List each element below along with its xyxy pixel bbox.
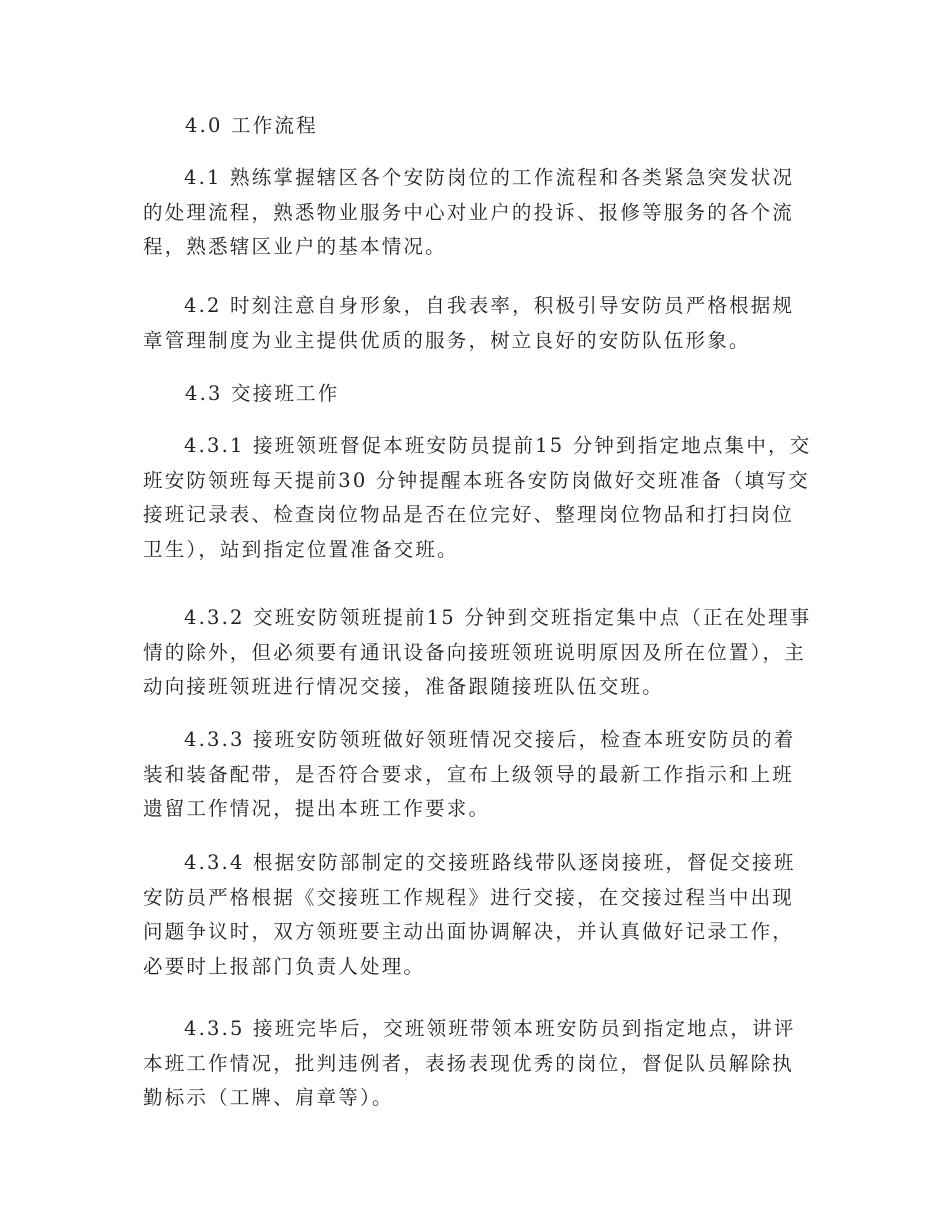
section-heading-4-0: 4.0 工作流程: [185, 114, 318, 137]
paragraph-4-3-4: 4.3.4 根据安防部制定的交接班路线带队逐岗接班，督促交接班安防员严格根据《交接班工作规程》进行交接，在交接过程当中出现问题争议时，双方领班要主动出面协调解决，并认真做好记录工作，必要时上报部门负责人处理。: [143, 851, 796, 979]
paragraph-4-3-1: 4.3.1 接班领班督促本班安防员提前15 分钟到指定地点集中，交班安防领班每天提前30 分钟提醒本班各安防岗做好交班准备（填写交接班记录表、检查岗位物品是否在位完好、整理岗位物品和打扫岗位卫生），站到指定位置准备交班。: [143, 434, 812, 562]
paragraph-4-3-3: 4.3.3 接班安防领班做好领班情况交接后，检查本班安防员的着装和装备配带，是否符合要求，宣布上级领导的最新工作指示和上班遗留工作情况，提出本班工作要求。: [143, 728, 796, 821]
paragraph-4-1: 4.1 熟练掌握辖区各个安防岗位的工作流程和各类紧急突发状况的处理流程，熟悉物业服务中心对业户的投诉、报修等服务的各个流程，熟悉辖区业户的基本情况。: [143, 166, 795, 259]
paragraph-4-3-5: 4.3.5 接班完毕后，交班领班带领本班安防员到指定地点，讲评本班工作情况，批判违例者，表扬表现优秀的岗位，督促队员解除执勤标示（工牌、肩章等）。: [143, 1017, 796, 1110]
paragraph-4-3-2: 4.3.2 交班安防领班提前15 分钟到交班指定集中点（正在处理事情的除外，但必须要有通讯设备向接班领班说明原因及所在位置），主动向接班领班进行情况交接，准备跟随接班队伍交班。: [143, 606, 812, 699]
section-heading-4-3: 4.3 交接班工作: [185, 382, 340, 405]
paragraph-4-2: 4.2 时刻注意自身形象，自我表率，积极引导安防员严格根据规章管理制度为业主提供优质的服务，树立良好的安防队伍形象。: [143, 294, 795, 352]
